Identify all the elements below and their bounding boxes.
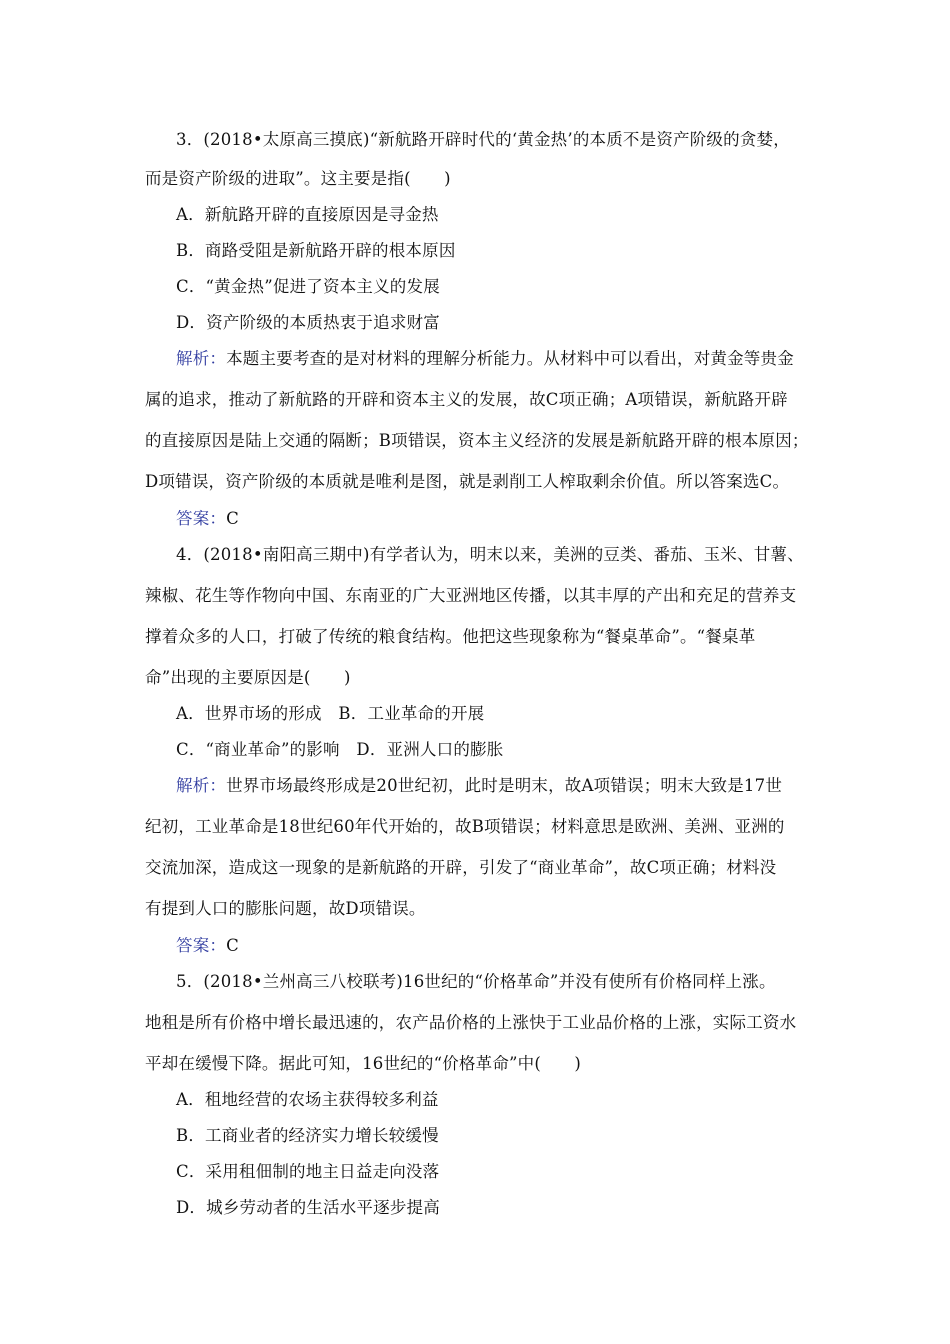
question-3-analysis-line-3: 的直接原因是陆上交通的隔断；B项错误，资本主义经济的发展是新航路开辟的根本原因；: [145, 431, 809, 450]
question-4-analysis-line-1: [176, 774, 782, 798]
answer-value: C: [226, 509, 239, 528]
analysis-label: 解析：: [176, 776, 227, 795]
answer-label: 答案：: [176, 936, 227, 955]
question-4-analysis-line-3: 交流加深，造成这一现象的是新航路的开辟，引发了“商业革命”，故C项正确；材料没: [145, 858, 777, 877]
question-3-analysis-line-2: 属的追求，推动了新航路的开辟和资本主义的发展，故C项正确；A项错误，新航路开辟: [145, 390, 788, 409]
analysis-label: 解析：: [176, 349, 227, 368]
question-4-options-ab: A．世界市场的形成 B．工业革命的开展: [176, 704, 485, 723]
question-3-option-b: B．商路受阻是新航路开辟的根本原因: [176, 241, 456, 260]
question-3-answer: [176, 507, 239, 531]
question-5-stem-line-3: 平却在缓慢下降。据此可知，16世纪的“价格革命”中( ): [145, 1054, 582, 1073]
question-4-analysis-line-2: 纪初，工业革命是18世纪60年代开始的，故B项错误；材料意思是欧洲、美洲、亚洲的: [145, 817, 785, 836]
answer-label: 答案：: [176, 509, 227, 528]
question-4-answer: [176, 934, 239, 958]
question-5-option-b: B．工商业者的经济实力增长较缓慢: [176, 1126, 439, 1145]
question-5-stem-line-2: 地租是所有价格中增长最迅速的，农产品价格的上涨快于工业品价格的上涨，实际工资水: [145, 1013, 797, 1032]
question-3-option-a: A．新航路开辟的直接原因是寻金热: [176, 205, 439, 224]
question-4-stem-line-3: 撑着众多的人口，打破了传统的粮食结构。他把这些现象称为“餐桌革命”。“餐桌革: [145, 627, 756, 646]
question-5-option-d: D．城乡劳动者的生活水平逐步提高: [176, 1198, 440, 1217]
answer-value: C: [226, 936, 239, 955]
question-5-stem-line-1: 5．(2018•兰州高三八校联考)16世纪的“价格革命”并没有使所有价格同样上涨。: [176, 972, 776, 991]
question-3-option-c: C．“黄金热”促进了资本主义的发展: [176, 277, 440, 296]
analysis-text: 世界市场最终形成是20世纪初，此时是明末，故A项错误；明末大致是17世: [226, 776, 783, 795]
question-5-option-a: A．租地经营的农场主获得较多利益: [176, 1090, 439, 1109]
question-4-analysis-line-4: 有提到人口的膨胀问题，故D项错误。: [145, 899, 426, 918]
question-3-analysis-line-4: D项错误，资产阶级的本质就是唯利是图，就是剥削工人榨取剩余价值。所以答案选C。: [145, 472, 790, 491]
question-4-options-cd: C．“商业革命”的影响 D．亚洲人口的膨胀: [176, 740, 504, 759]
question-3-analysis-line-1: [176, 347, 794, 371]
question-3-stem-line-1: 3．(2018•太原高三摸底)“新航路开辟时代的‘黄金热’的本质不是资产阶级的贪婪，: [176, 130, 790, 149]
question-4-stem-line-1: 4．(2018•南阳高三期中)有学者认为，明末以来，美洲的豆类、番茄、玉米、甘薯、: [176, 545, 804, 564]
analysis-text: 本题主要考查的是对材料的理解分析能力。从材料中可以看出，对黄金等贵金: [226, 349, 794, 368]
question-3-stem-line-2: 而是资产阶级的进取”。这主要是指( ): [145, 169, 451, 188]
question-3-option-d: D．资产阶级的本质热衷于追求财富: [176, 313, 440, 332]
question-4-stem-line-4: 命”出现的主要原因是( ): [145, 668, 351, 687]
question-4-stem-line-2: 辣椒、花生等作物向中国、东南亚的广大亚洲地区传播，以其丰厚的产出和充足的营养支: [145, 586, 797, 605]
question-5-option-c: C．采用租佃制的地主日益走向没落: [176, 1162, 440, 1181]
